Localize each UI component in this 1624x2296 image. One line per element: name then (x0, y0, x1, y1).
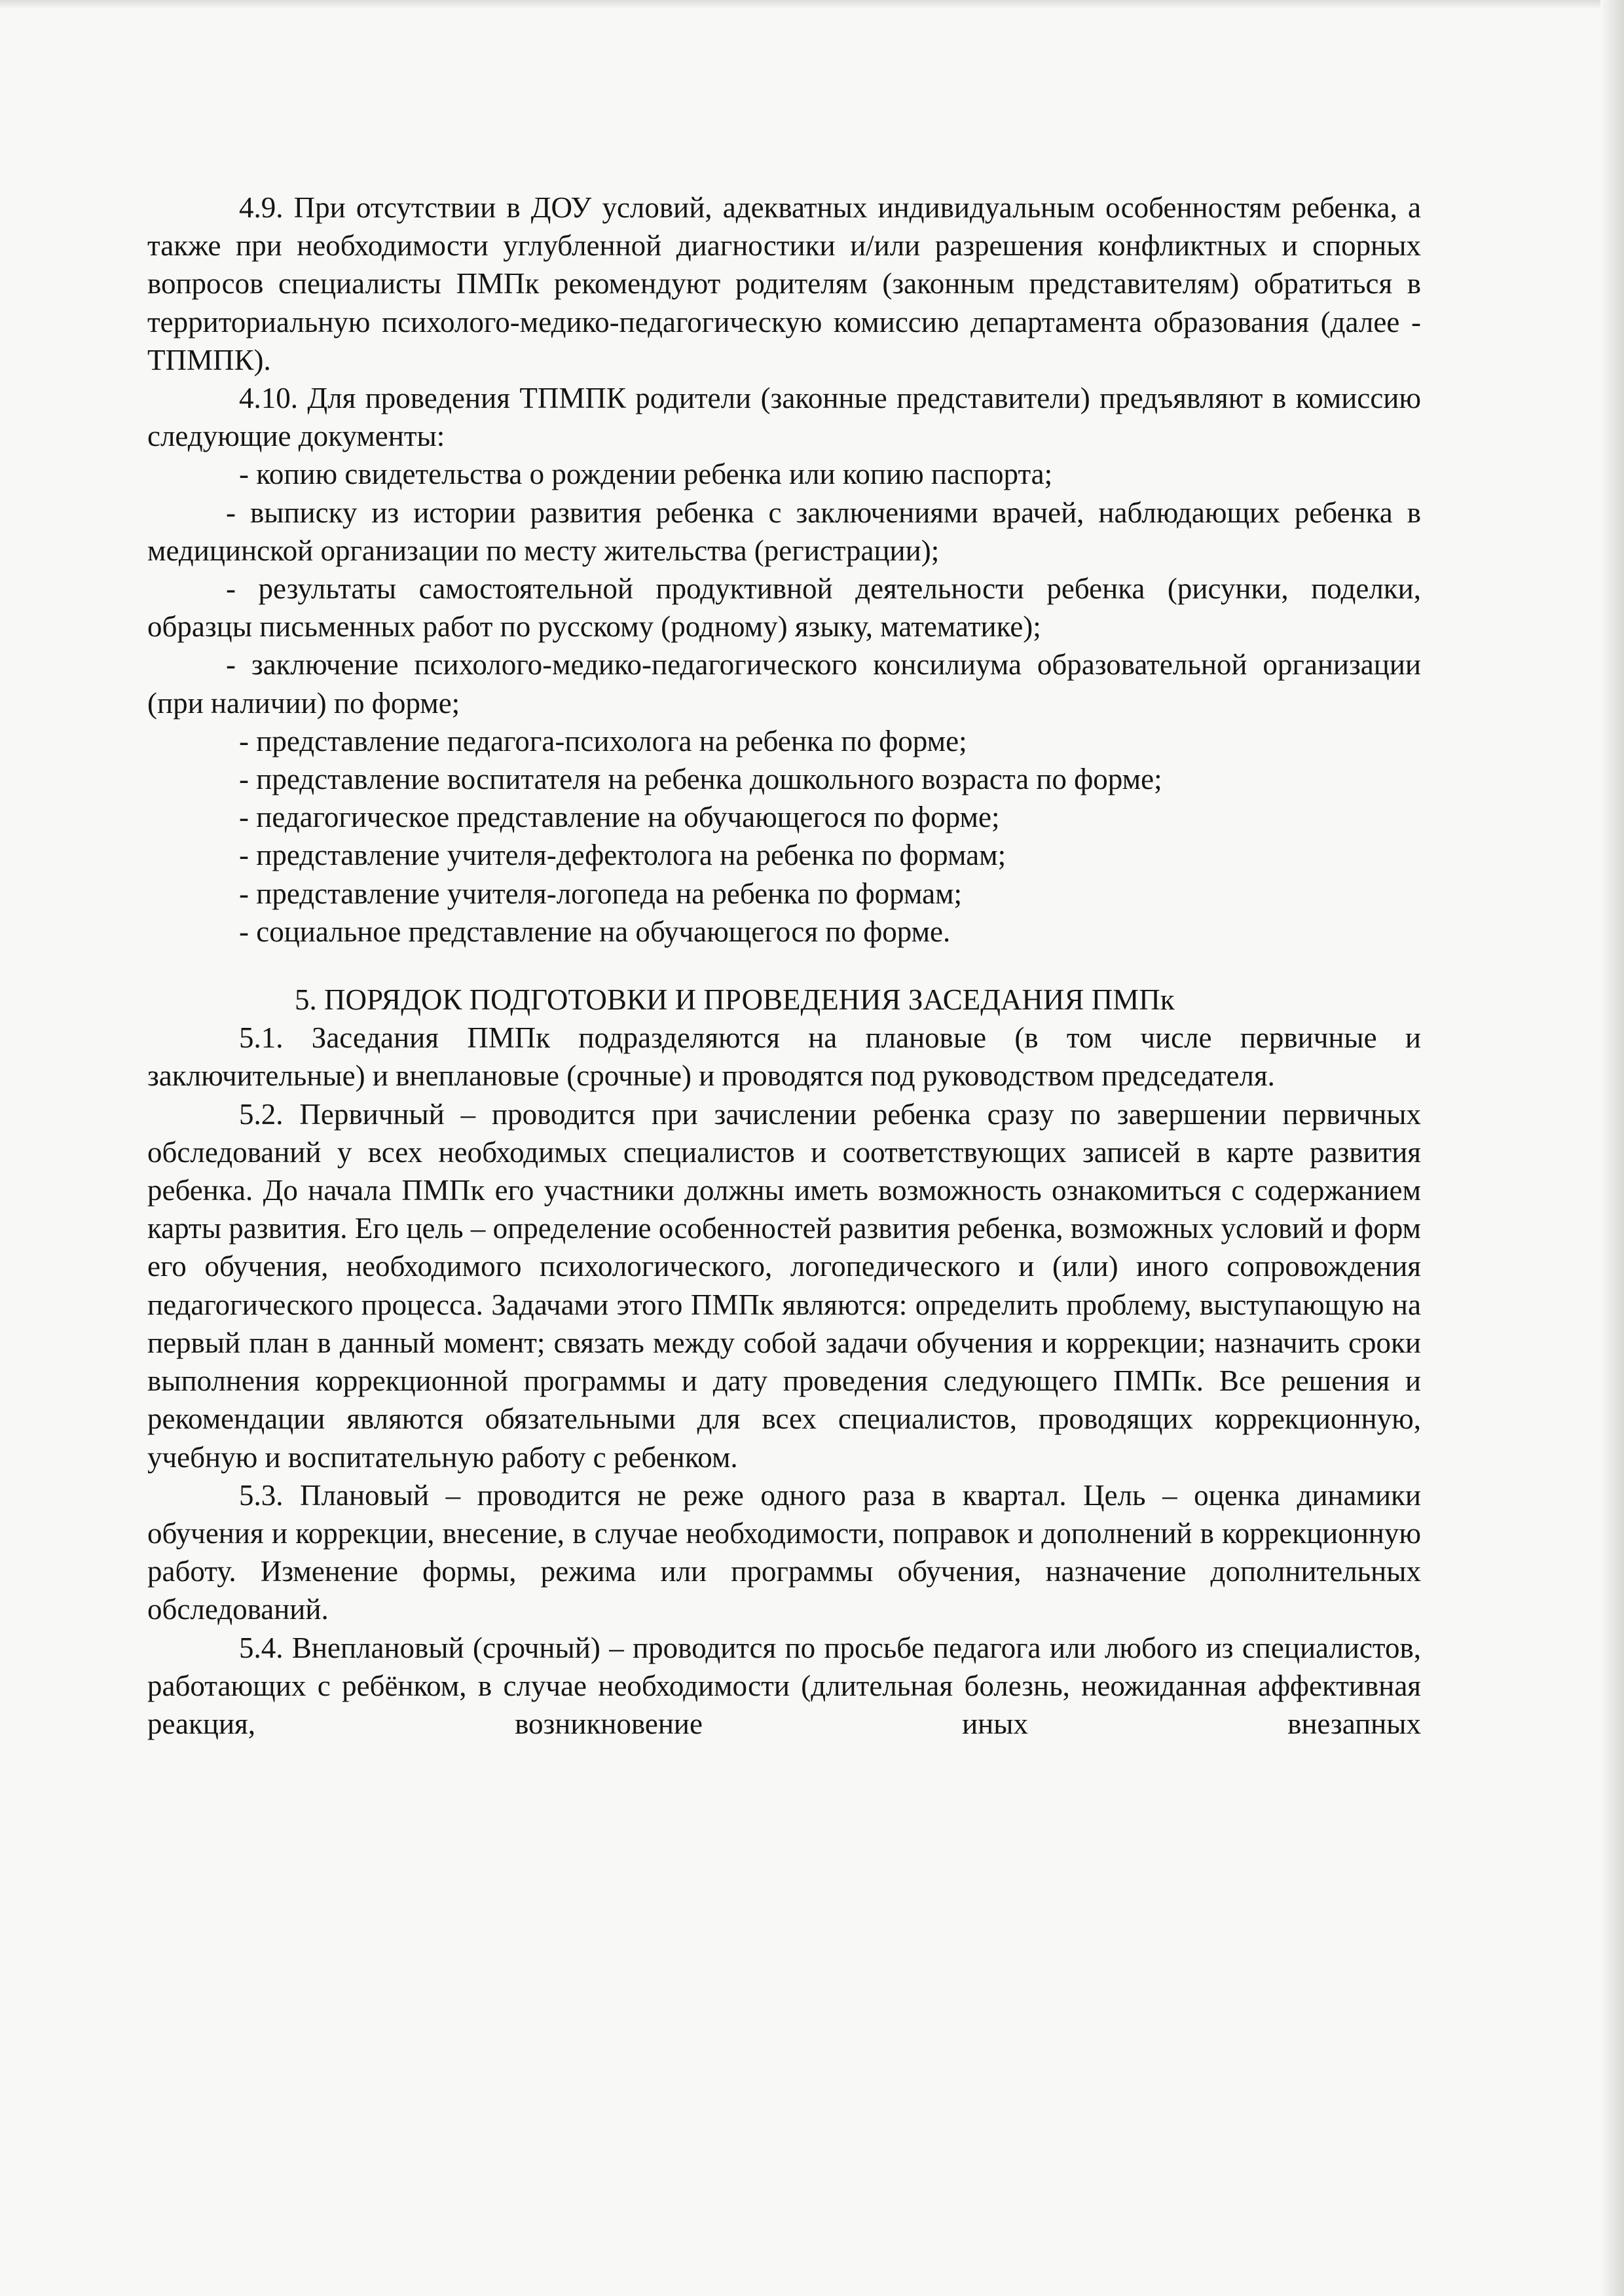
list-item: - выписку из истории развития ребенка с заключениями врачей, наблюдающих ребенка в медицинской организации по месту жительства (регистрации); (147, 496, 1421, 567)
document-body (147, 189, 1421, 1743)
paragraph-4-9: 4.9. При отсутствии в ДОУ условий, адекватных индивидуальным особенностям ребенка, а также при необходимости углубленной диагностики и/или разрешения конфликтных и спорных вопросов специалисты ПМПк рекомендуют родителям (законным представителям) обратиться в территориальную психолого-медико-педагогическую комиссию департамента образования (далее - ТПМПК). (147, 191, 1421, 376)
paragraph-4-10: 4.10. Для проведения ТПМПК родители (законные представители) предъявляют в комиссию следующие документы: (147, 382, 1421, 453)
paragraph-5-2: 5.2. Первичный – проводится при зачислении ребенка сразу по завершении первичных обследований у всех необходимых специалистов и соответствующих записей в карте развития ребенка. До начала ПМПк его участники должны иметь возможность ознакомиться с содержанием карты развития. Его цель – определение особенностей развития ребенка, возможных условий и форм его обучения, необходимого психологического, логопедического и (или) иного сопровождения педагогического процесса. Задачами этого ПМПк являются: определить проблему, выступающую на первый план в данный момент; связать между собой задачи обучения и коррекции; назначить сроки выполнения коррекционной программы и дату проведения следующего ПМПк. Все решения и рекомендации являются обязательными для всех специалистов, проводящих коррекционную, учебную и воспитательную работу с ребенком. (147, 1097, 1421, 1474)
list-item: - социальное представление на обучающегося по форме. (239, 915, 951, 948)
paragraph-5-1: 5.1. Заседания ПМПк подразделяются на плановые (в том числе первичные и заключительные) и внеплановые (срочные) и проводятся под руководством председателя. (147, 1021, 1421, 1093)
list-item: - представление учителя-логопеда на ребенка по формам; (239, 877, 963, 910)
list-item: - заключение психолого-медико-педагогического консилиума образовательной организации (при наличии) по форме; (147, 648, 1421, 720)
list-item: - представление педагога-психолога на ребенка по форме; (239, 724, 967, 757)
list-item: - представление учителя-дефектолога на ребенка по формам; (239, 839, 1006, 872)
page-edge-right (1600, 0, 1624, 2296)
list-item: - результаты самостоятельной продуктивной деятельности ребенка (рисунки, поделки, образцы письменных работ по русскому (родному) языку, математике); (147, 572, 1421, 644)
paragraph-5-4: 5.4. Внеплановый (срочный) – проводится по просьбе педагога или любого из специалистов, работающих с ребёнком, в случае необходимости (длительная болезнь, неожиданная аффективная реакция, возникновение иных внезапных (147, 1631, 1421, 1740)
page-edge-top (0, 0, 1624, 9)
paragraph-5-3: 5.3. Плановый – проводится не реже одного раза в квартал. Цель – оценка динамики обучения и коррекции, внесение, в случае необходимости, поправок и дополнений в коррекционную работу. Изменение формы, режима или программы обучения, назначение дополнительных обследований. (147, 1478, 1421, 1626)
list-item: - педагогическое представление на обучающегося по форме; (239, 801, 1000, 834)
section-heading: 5. ПОРЯДОК ПОДГОТОВКИ И ПРОВЕДЕНИЯ ЗАСЕДАНИЯ ПМПк (295, 983, 1175, 1017)
list-item: - представление воспитателя на ребенка дошкольного возраста по форме; (239, 763, 1162, 796)
list-item: - копию свидетельства о рождении ребенка или копию паспорта; (239, 458, 1053, 491)
